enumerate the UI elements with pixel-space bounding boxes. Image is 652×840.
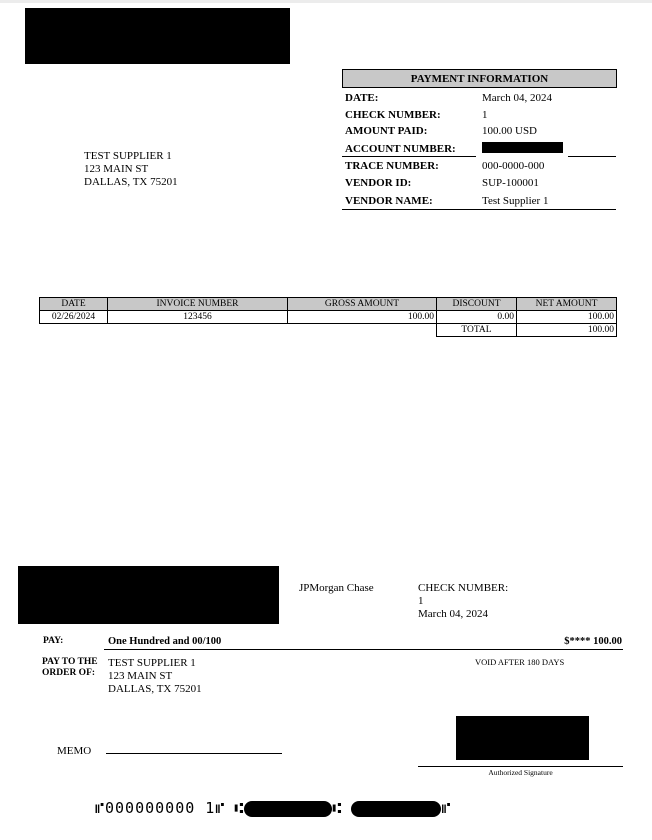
total-row	[40, 324, 617, 337]
header-invoice-number: INVOICE NUMBER	[108, 298, 288, 311]
redacted-signature	[456, 716, 589, 760]
micr-line	[95, 799, 451, 819]
redacted-account-number	[482, 142, 563, 153]
check-number-label: CHECK NUMBER:	[345, 109, 441, 121]
payment-info-bottom-line	[342, 209, 616, 210]
vendor-id-value: SUP-100001	[482, 177, 539, 189]
payee-line1: TEST SUPPLIER 1	[108, 657, 196, 669]
payment-info-header: PAYMENT INFORMATION	[342, 69, 617, 88]
row-discount: 0.00	[437, 311, 517, 324]
check-date: March 04, 2024	[418, 608, 488, 620]
table-row	[40, 311, 617, 324]
account-underline-left	[342, 156, 476, 157]
redacted-micr-2	[351, 801, 441, 817]
payee-line2: 123 MAIN ST	[108, 670, 173, 682]
micr-separator-1: ⑆	[234, 799, 245, 817]
amount-paid-label: AMOUNT PAID:	[345, 125, 428, 137]
pay-label: PAY:	[43, 636, 64, 646]
top-border	[0, 0, 652, 3]
redacted-company-block	[25, 8, 290, 64]
redacted-micr-1	[244, 801, 332, 817]
amount-paid-value: 100.00 USD	[482, 125, 538, 137]
date-label: DATE:	[345, 92, 379, 104]
account-number-label: ACCOUNT NUMBER:	[345, 143, 456, 155]
account-underline-right	[568, 156, 616, 157]
signature-label: Authorized Signature	[488, 768, 553, 777]
pay-to-label-line1: PAY TO THE	[42, 657, 98, 667]
stub-address-line1: TEST SUPPLIER 1	[84, 150, 172, 162]
check-number-value: 1	[482, 109, 488, 121]
void-notice: VOID AFTER 180 DAYS	[475, 657, 565, 667]
pay-to-label	[42, 657, 98, 679]
pay-to-label-line2: ORDER OF:	[42, 668, 96, 678]
header-net-amount: NET AMOUNT	[517, 298, 617, 311]
vendor-name-value: Test Supplier 1	[482, 195, 549, 207]
bank-name: JPMorgan Chase	[299, 582, 374, 594]
stub-address-line2: 123 MAIN ST	[84, 163, 149, 175]
micr-end: ⑈	[441, 799, 452, 817]
payee-address	[108, 657, 202, 696]
memo-line	[106, 753, 282, 754]
check-number: 1	[418, 595, 424, 607]
signature-line	[418, 766, 623, 767]
micr-separator-2: ⑆	[332, 799, 343, 817]
stub-address	[84, 150, 178, 189]
check-number-title: CHECK NUMBER:	[418, 582, 509, 594]
redacted-check-company-block	[18, 566, 279, 624]
trace-number-value: 000-0000-000	[482, 160, 545, 172]
payee-line3: DALLAS, TX 75201	[108, 683, 202, 695]
row-net: 100.00	[517, 311, 617, 324]
stub-address-line3: DALLAS, TX 75201	[84, 176, 178, 188]
vendor-name-label: VENDOR NAME:	[345, 195, 433, 207]
row-invoice-number: 123456	[108, 311, 288, 324]
date-value: March 04, 2024	[482, 92, 552, 104]
micr-routing: ⑈000000000 1⑈	[95, 799, 226, 817]
total-value: 100.00	[517, 324, 617, 337]
row-date: 02/26/2024	[40, 311, 108, 324]
amount-in-words: One Hundred and 00/100	[108, 636, 222, 647]
amount-numeric: $**** 100.00	[564, 636, 622, 647]
vendor-id-label: VENDOR ID:	[345, 177, 412, 189]
header-discount: DISCOUNT	[437, 298, 517, 311]
row-gross: 100.00	[288, 311, 437, 324]
invoice-header-row	[40, 298, 617, 311]
header-date: DATE	[40, 298, 108, 311]
pay-line	[104, 649, 623, 650]
total-label: TOTAL	[437, 324, 517, 337]
memo-label: MEMO	[57, 745, 92, 757]
trace-number-label: TRACE NUMBER:	[345, 160, 439, 172]
header-gross-amount: GROSS AMOUNT	[288, 298, 437, 311]
invoice-table	[39, 297, 617, 337]
